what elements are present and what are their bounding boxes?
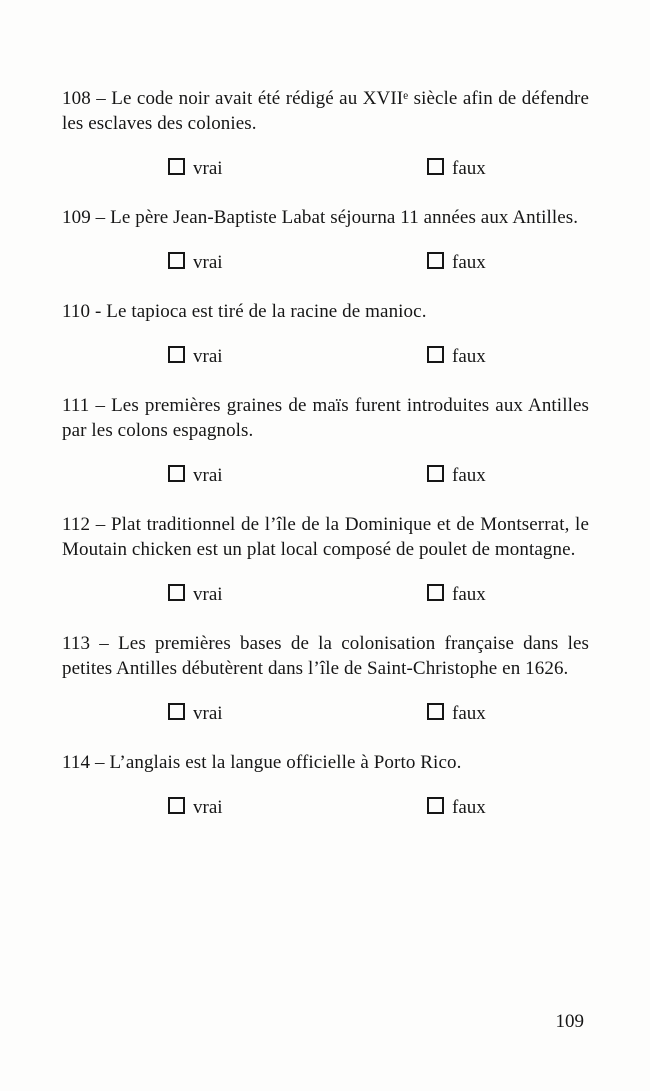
question-dash: – — [95, 514, 106, 535]
question-statement: Plat traditionnel de l’île de la Dominique et de Montserrat, le Moutain chicken est un plat local composé de poulet de montagne. — [62, 514, 589, 560]
question-number: 112 — [62, 514, 91, 535]
vrai-option[interactable] — [168, 795, 223, 820]
question-dash: – — [95, 395, 106, 416]
vrai-label: vrai — [193, 252, 223, 273]
choices-row — [62, 250, 589, 275]
question-number: 113 — [62, 633, 91, 654]
vrai-label: vrai — [193, 703, 223, 724]
question-number: 108 — [62, 88, 91, 109]
question-statement: Le tapioca est tiré de la racine de manioc. — [106, 301, 427, 322]
faux-checkbox[interactable] — [427, 703, 444, 720]
question-dash: - — [94, 301, 102, 322]
faux-option[interactable] — [427, 156, 486, 181]
question-dash: – — [99, 633, 109, 654]
faux-checkbox[interactable] — [427, 158, 444, 175]
vrai-option[interactable] — [168, 250, 223, 275]
question-text — [62, 631, 589, 681]
vrai-checkbox[interactable] — [168, 158, 185, 175]
choices-row — [62, 463, 589, 488]
question-statement: Les premières bases de la colonisation française dans les petites Antilles débutèrent dans l’île de Saint-Christophe en 1626. — [62, 633, 589, 679]
question-number: 109 — [62, 207, 91, 228]
faux-option[interactable] — [427, 582, 486, 607]
choices-row — [62, 795, 589, 820]
vrai-option[interactable] — [168, 463, 223, 488]
vrai-option[interactable] — [168, 156, 223, 181]
choices-row — [62, 701, 589, 726]
question-block-111 — [62, 393, 589, 488]
vrai-checkbox[interactable] — [168, 797, 185, 814]
question-number: 110 — [62, 301, 91, 322]
question-text — [62, 86, 589, 136]
question-text — [62, 512, 589, 562]
choices-row — [62, 582, 589, 607]
faux-label: faux — [452, 703, 486, 724]
faux-label: faux — [452, 158, 486, 179]
page-number: 109 — [555, 1011, 584, 1032]
faux-label: faux — [452, 797, 486, 818]
vrai-checkbox[interactable] — [168, 703, 185, 720]
vrai-label: vrai — [193, 346, 223, 367]
faux-option[interactable] — [427, 463, 486, 488]
faux-checkbox[interactable] — [427, 465, 444, 482]
vrai-label: vrai — [193, 584, 223, 605]
question-statement: Le père Jean-Baptiste Labat séjourna 11 années aux Antilles. — [110, 207, 579, 228]
vrai-checkbox[interactable] — [168, 584, 185, 601]
question-block-108 — [62, 86, 589, 181]
question-number: 111 — [62, 395, 90, 416]
faux-checkbox[interactable] — [427, 584, 444, 601]
vrai-label: vrai — [193, 797, 223, 818]
question-number: 114 — [62, 752, 91, 773]
choices-row — [62, 344, 589, 369]
question-text — [62, 205, 589, 230]
question-block-114 — [62, 750, 589, 820]
question-dash: – — [94, 752, 105, 773]
question-text — [62, 750, 589, 775]
faux-checkbox[interactable] — [427, 797, 444, 814]
vrai-option[interactable] — [168, 344, 223, 369]
faux-label: faux — [452, 584, 486, 605]
faux-label: faux — [452, 465, 486, 486]
question-block-109 — [62, 205, 589, 275]
vrai-label: vrai — [193, 158, 223, 179]
question-statement: L’anglais est la langue officielle à Porto Rico. — [109, 752, 462, 773]
vrai-checkbox[interactable] — [168, 346, 185, 363]
vrai-option[interactable] — [168, 582, 223, 607]
question-statement: Les premières graines de maïs furent introduites aux Antilles par les colons espagnols. — [62, 395, 589, 441]
faux-option[interactable] — [427, 795, 486, 820]
vrai-checkbox[interactable] — [168, 252, 185, 269]
question-block-110 — [62, 299, 589, 369]
vrai-checkbox[interactable] — [168, 465, 185, 482]
question-block-113 — [62, 631, 589, 726]
question-dash: – — [96, 88, 106, 109]
faux-option[interactable] — [427, 250, 486, 275]
vrai-label: vrai — [193, 465, 223, 486]
faux-checkbox[interactable] — [427, 252, 444, 269]
vrai-option[interactable] — [168, 701, 223, 726]
faux-checkbox[interactable] — [427, 346, 444, 363]
faux-option[interactable] — [427, 344, 486, 369]
question-dash: – — [95, 207, 106, 228]
choices-row — [62, 156, 589, 181]
question-block-112 — [62, 512, 589, 607]
faux-label: faux — [452, 252, 486, 273]
faux-option[interactable] — [427, 701, 486, 726]
question-text — [62, 299, 589, 324]
question-statement: Le code noir avait été rédigé au XVIIᵉ siècle afin de défendre les esclaves des colonies. — [62, 88, 589, 134]
question-text — [62, 393, 589, 443]
faux-label: faux — [452, 346, 486, 367]
quiz-content — [62, 86, 589, 844]
